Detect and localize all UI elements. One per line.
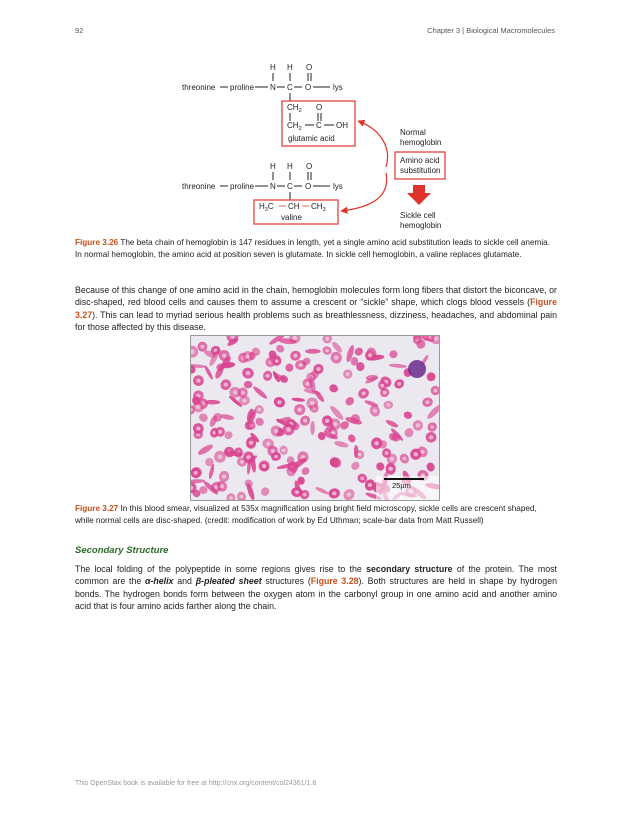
cell-center: [325, 419, 329, 423]
cell-center: [333, 422, 338, 426]
cell-center: [397, 382, 401, 386]
figure-3-27-caption: [75, 503, 557, 526]
glutamic-acid-label: glutamic acid: [288, 134, 335, 143]
cell-center: [218, 430, 222, 434]
sickle-proline: proline: [230, 182, 255, 191]
white-blood-cell: [408, 360, 426, 378]
valine-h3c: $H_3C$: [259, 202, 274, 213]
normal-ch2-1: $CH_2$: [287, 103, 302, 114]
figure-3-26-caption: [75, 237, 557, 260]
cell-center: [271, 449, 275, 453]
cell-center: [194, 471, 198, 475]
cell-center: [196, 426, 200, 430]
cell-center: [325, 337, 329, 341]
cell-center: [388, 467, 393, 471]
cell-center: [303, 493, 307, 497]
cell-center: [241, 391, 245, 395]
cell-center: [249, 441, 254, 445]
cell-center: [414, 452, 419, 456]
p2-text-3: and: [173, 576, 196, 587]
cell-center: [346, 372, 350, 376]
cell-center: [262, 464, 267, 468]
cell-center: [222, 475, 226, 479]
cell-center: [361, 391, 365, 395]
cell-center: [245, 354, 249, 358]
sickle-threonine: threonine: [182, 182, 216, 191]
cell-center: [368, 353, 372, 357]
paragraph-1-text-b: ). This can lead to myriad serious health problems such as breathlessness, dizziness, headaches, and abdominal pain for those affected by this disease.: [75, 309, 557, 333]
scale-bar-label: 25µm: [392, 481, 411, 490]
p2-text-5: ). Both structures are held in shape by hydrogen bonds. The hydrogen bonds form between the oxygen atom in the carbonyl group in one amino acid and another amino acid that is four amino acids farther along the chain.: [75, 576, 557, 612]
normal-cell: [244, 381, 253, 388]
cell-center: [282, 449, 286, 452]
cell-center: [196, 405, 201, 409]
label-sickle-1: Sickle cell: [400, 211, 436, 220]
figure-3-27-label: Figure 3.27: [75, 504, 119, 513]
sickle-n: N: [270, 182, 276, 191]
normal-ch2-2: $CH_2$: [287, 121, 302, 132]
cell-center: [386, 403, 390, 406]
sickle-h2: H: [287, 162, 293, 171]
cell-center: [310, 401, 315, 406]
page-header: [75, 26, 555, 38]
figure-3-28-link[interactable]: Figure 3.28: [310, 576, 359, 587]
paragraph-secondary-structure: [75, 563, 557, 613]
sickle-lys: lys: [333, 182, 343, 191]
sickle-o-top: O: [306, 162, 313, 171]
cell-center: [277, 400, 282, 404]
cell-center: [360, 477, 364, 481]
page-number: 92: [75, 26, 84, 35]
normal-h2: H: [287, 63, 293, 72]
paragraph-sickle-effects: [75, 284, 557, 334]
normal-lys: lys: [333, 83, 343, 92]
normal-c: C: [287, 83, 293, 92]
cell-center: [200, 345, 204, 349]
p2-text-4: structures (: [261, 576, 311, 587]
paragraph-1-text-a: Because of this change of one amino acid in the chain, hemoglobin molecules form long fibers that distort the biconcave, or disc-shaped, red blood cells and causes them to assume a crescent or “sickle” shape, which clogs blood vessels (: [75, 285, 557, 308]
valine-ch3: $CH_3$: [311, 202, 326, 213]
label-normal-1: Normal: [400, 128, 426, 137]
sickle-o: O: [305, 182, 312, 191]
cell-center: [274, 455, 278, 458]
cell-center: [303, 419, 307, 423]
cell-center: [286, 427, 291, 432]
cell-center: [426, 400, 430, 404]
normal-o: O: [305, 83, 312, 92]
cell-center: [220, 484, 224, 488]
cell-center: [332, 491, 337, 495]
figure-3-26-text: The beta chain of hemoglobin is 147 residues in length, yet a single amino acid substitution leads to sickle cell anemia. In normal hemoglobin, the amino acid at position seven is glutamate. In sickle cell hemoglobin, a valine replaces glutamate.: [75, 238, 551, 259]
term-alpha-helix: α-helix: [145, 576, 174, 587]
cell-center: [416, 423, 420, 427]
cell-center: [293, 354, 297, 358]
cell-center: [434, 336, 439, 340]
cell-center: [380, 384, 384, 387]
cell-center: [233, 390, 238, 394]
cell-center: [218, 455, 223, 460]
cell-center: [385, 451, 389, 455]
term-secondary-structure: secondary structure: [366, 564, 453, 574]
cell-center: [275, 359, 279, 362]
cell-center: [266, 442, 271, 446]
cell-center: [305, 382, 309, 386]
cell-center: [347, 493, 352, 497]
down-arrow-icon: [407, 185, 431, 205]
valine-ch: CH: [288, 202, 300, 211]
cell-center: [246, 371, 251, 375]
cell-center: [229, 496, 233, 499]
cell-center: [368, 483, 373, 487]
arrow-to-glutamic-icon: [358, 121, 388, 167]
p2-text-1: The local folding of the polypeptide in some regions gives rise to the: [75, 564, 367, 574]
section-title: Secondary Structure: [75, 545, 169, 556]
cell-center: [434, 389, 438, 393]
cell-center: [295, 490, 300, 494]
normal-cell: [356, 362, 364, 371]
cell-center: [258, 408, 262, 411]
sickle-c: C: [287, 182, 293, 191]
cell-center: [429, 435, 433, 439]
cell-center: [222, 353, 226, 357]
figure-3-27-text: In this blood smear, visualized at 535x magnification using bright field microscopy, sickle cells are crescent shaped, while normal cells are disc-shaped. (credit: modification of work by Ed Uthman; scale-bar data from Matt Russell): [75, 504, 537, 525]
cell-center: [196, 379, 200, 383]
cell-center: [224, 383, 228, 387]
normal-threonine: threonine: [182, 83, 216, 92]
cell-center: [358, 453, 362, 456]
normal-o-side: O: [316, 103, 323, 112]
scale-bar: [384, 478, 424, 480]
sickle-h1: H: [270, 162, 276, 171]
cell-center: [430, 425, 434, 429]
normal-structure: [182, 63, 355, 146]
sickle-cell: [305, 349, 321, 354]
normal-h1: H: [270, 63, 276, 72]
cell-center: [325, 349, 329, 352]
label-substitution-2: substitution: [400, 166, 441, 175]
cell-center: [374, 441, 379, 445]
cell-center: [383, 391, 387, 395]
cell-center: [402, 457, 406, 460]
cell-center: [390, 457, 394, 461]
cell-center: [334, 355, 339, 359]
hemoglobin-substitution-diagram: [0, 55, 630, 235]
blood-smear-cells: [191, 336, 439, 500]
normal-proline: proline: [230, 83, 255, 92]
p2-text-2: of the protein. The most common are the: [75, 564, 557, 587]
cell-center: [373, 409, 378, 413]
normal-o-top: O: [306, 63, 313, 72]
blood-smear-image: [190, 335, 440, 501]
cell-center: [299, 363, 303, 367]
page-footer: This OpenStax book is available for free at http://cnx.org/content/col24361/1.8: [75, 780, 317, 787]
arrow-to-valine-icon: [341, 173, 387, 211]
figure-3-26-label: Figure 3.26: [75, 238, 119, 247]
cell-center: [242, 399, 246, 403]
sickle-structure: [182, 162, 343, 224]
normal-c-side: C: [316, 121, 322, 130]
cell-center: [240, 460, 244, 464]
label-substitution-1: Amino acid: [400, 156, 440, 165]
cell-center: [274, 429, 279, 433]
cell-center: [297, 407, 302, 412]
normal-oh: OH: [336, 121, 348, 130]
label-sickle-2: hemoglobin: [400, 221, 442, 230]
cell-center: [266, 374, 270, 378]
normal-n: N: [270, 83, 276, 92]
cell-center: [316, 367, 320, 371]
figure-3-27-link[interactable]: Figure 3.27: [75, 297, 557, 320]
valine-label: valine: [281, 213, 302, 222]
term-beta-sheet: β-pleated sheet: [195, 576, 262, 587]
cell-center: [420, 450, 424, 454]
cell-center: [240, 495, 244, 499]
chapter-title: Chapter 3 | Biological Macromolecules: [427, 26, 555, 35]
label-normal-2: hemoglobin: [400, 138, 442, 147]
